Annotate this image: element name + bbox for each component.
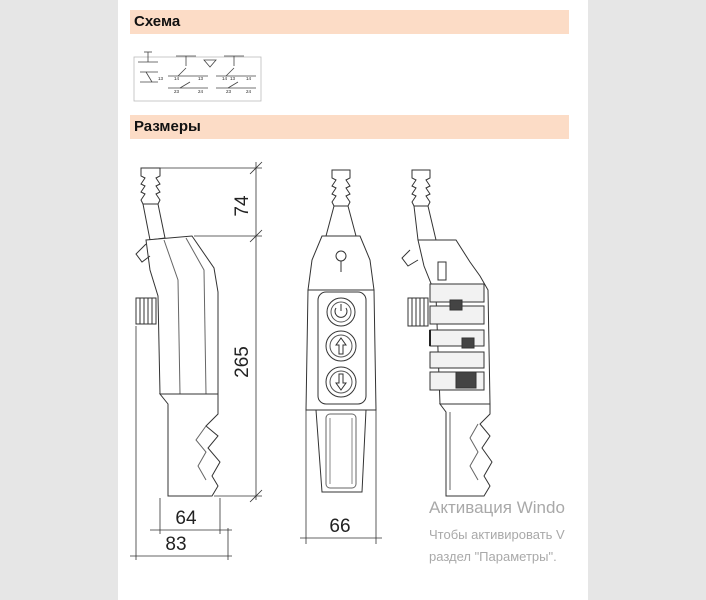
terminal-label: 23: [226, 89, 232, 94]
terminal-label: 13: [198, 76, 204, 81]
dimension-side-depth: 64: [175, 508, 197, 529]
activation-watermark-line: Чтобы активировать V: [429, 527, 565, 542]
terminal-label: 13: [158, 76, 164, 81]
dimensions-section-title: Размеры: [134, 118, 201, 135]
schema-section-title: Схема: [134, 13, 181, 30]
terminal-label: 13: [230, 76, 236, 81]
terminal-label: 24: [198, 89, 204, 94]
terminal-label: 14: [174, 76, 180, 81]
right-margin-overlay: [588, 490, 706, 570]
dimension-top-height: 74: [232, 195, 253, 217]
dimension-side-overall-depth: 83: [165, 534, 187, 555]
front-view-drawing: [306, 170, 376, 492]
terminal-label: 23: [174, 89, 180, 94]
terminal-label: 24: [246, 89, 252, 94]
dimension-front-width: 66: [329, 516, 351, 537]
terminal-label: 14: [246, 76, 252, 81]
activation-watermark-title: Активация Windo: [429, 498, 565, 517]
terminal-label: 14: [222, 76, 228, 81]
section-view-drawing: [402, 170, 492, 496]
dimension-body-height: 265: [232, 346, 253, 378]
activation-watermark-line: раздел "Параметры".: [429, 549, 557, 564]
side-view-drawing: [136, 168, 220, 496]
schema-terminal-labels: [158, 76, 252, 94]
